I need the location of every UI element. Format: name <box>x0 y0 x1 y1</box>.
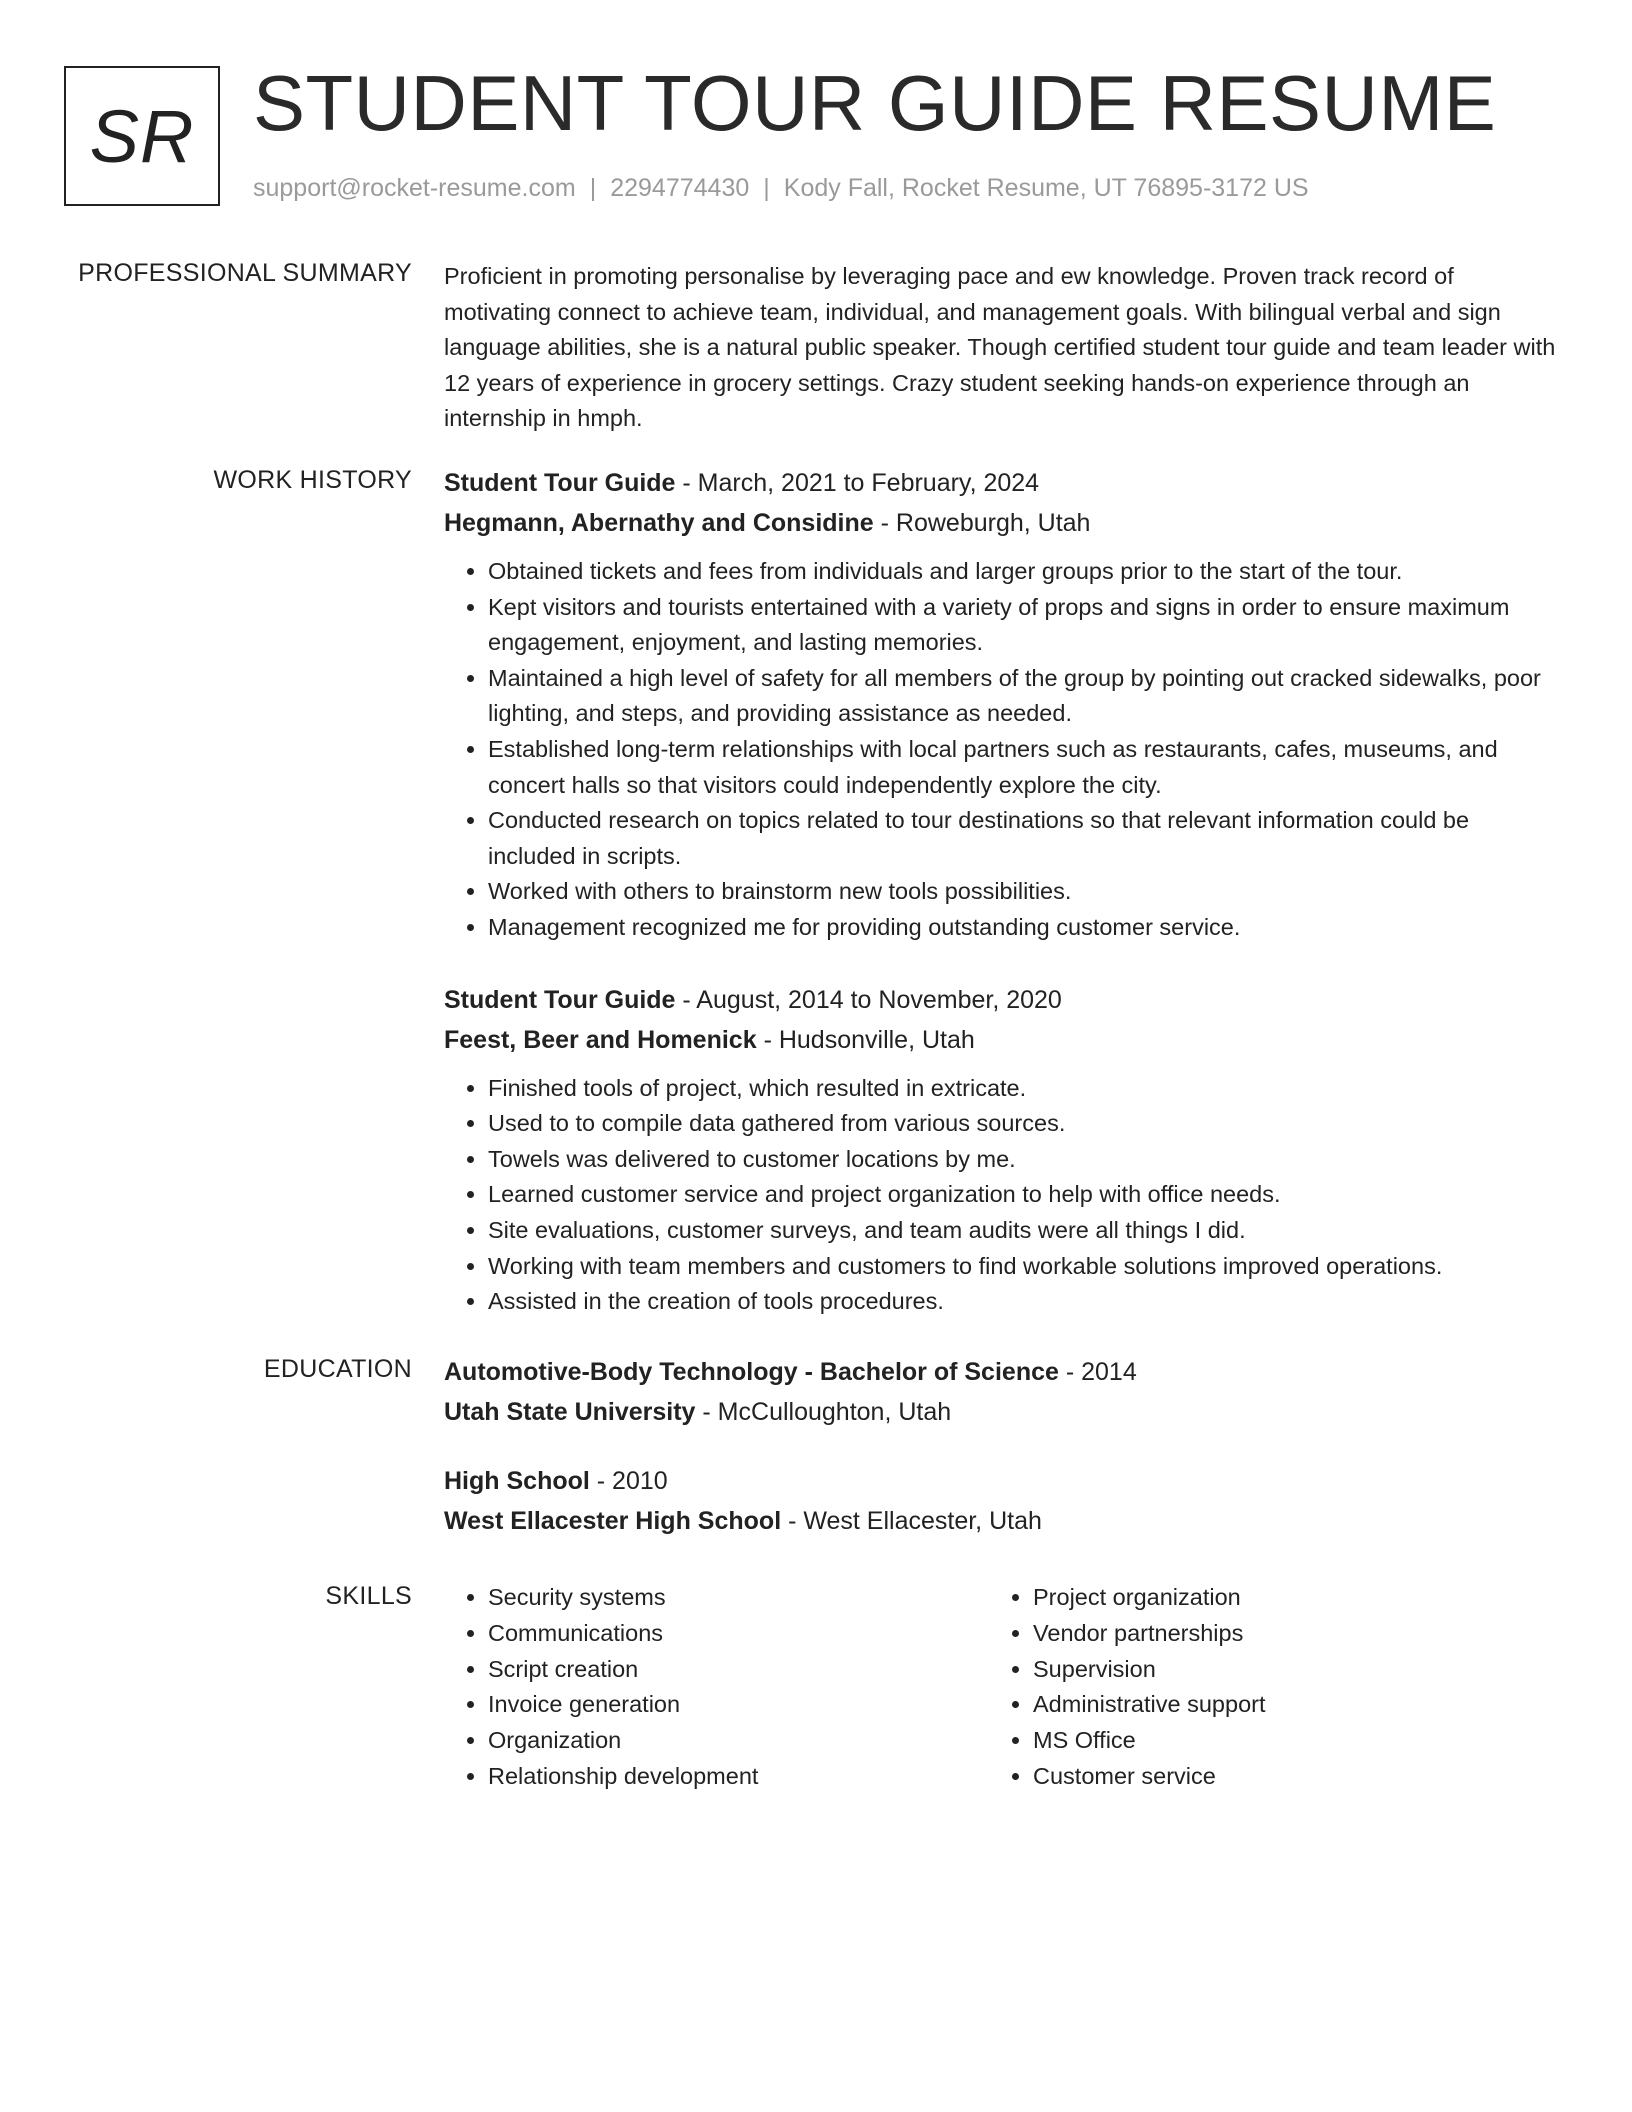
skills-column-left <box>444 1580 989 1795</box>
skill-item: • Organization <box>488 1723 989 1759</box>
job-bullet: • Obtained tickets and fees from individuals and larger groups prior to the start of the tour. <box>488 554 1559 590</box>
degree-name: High School <box>444 1467 590 1495</box>
skill-item: • Administrative support <box>1033 1687 1534 1723</box>
skill-item: • Vendor partnerships <box>1033 1616 1534 1652</box>
job-company: Feest, Beer and Homenick <box>444 1025 757 1054</box>
job-bullet: • Site evaluations, customer surveys, and team audits were all things I did. <box>488 1213 1559 1249</box>
section-label-work-history: WORK HISTORY <box>213 466 412 494</box>
job-location: - Hudsonville, Utah <box>756 1025 975 1054</box>
degree-year: - 2010 <box>589 1467 668 1495</box>
job-bullet: • Used to to compile data gathered from various sources. <box>488 1106 1559 1142</box>
contact-separator: | <box>589 174 597 202</box>
school-name: West Ellacester High School <box>444 1507 782 1535</box>
section-label-education: EDUCATION <box>263 1355 412 1383</box>
summary-body <box>444 259 1559 437</box>
skills-column-right <box>989 1580 1534 1795</box>
job-entry <box>444 980 1559 1320</box>
job-company: Hegmann, Abernathy and Considine <box>444 509 874 537</box>
monogram-box <box>64 66 220 206</box>
education-body <box>444 1352 1559 1541</box>
job-bullets <box>444 1071 1559 1320</box>
job-company-line <box>444 503 1559 543</box>
school-location: - West Ellacester, Utah <box>781 1507 1042 1535</box>
job-title: Student Tour Guide <box>444 985 676 1014</box>
job-title-line <box>444 980 1559 1020</box>
section-label-skills: SKILLS <box>325 1582 412 1610</box>
skill-item: • MS Office <box>1033 1723 1534 1759</box>
school-location: - McCulloughton, Utah <box>695 1398 952 1426</box>
job-company-line <box>444 1020 1559 1060</box>
contact-phone: 2294774430 <box>610 174 750 202</box>
job-bullet: • Working with team members and customers to find workable solutions improved operations. <box>488 1249 1559 1285</box>
job-bullet: • Kept visitors and tourists entertained with a variety of props and signs in order to ensure maximum engagement, enjoyment, and lasting memories. <box>488 590 1559 661</box>
contact-address: Kody Fall, Rocket Resume, UT 76895-3172 US <box>783 174 1309 202</box>
skill-item: • Project organization <box>1033 1580 1534 1616</box>
contact-separator: | <box>763 174 770 202</box>
skill-item: • Supervision <box>1033 1652 1534 1688</box>
monogram-initials: SR <box>89 94 195 178</box>
contact-line <box>253 174 1309 203</box>
job-bullet: • Conducted research on topics related to tour destinations so that relevant information could be included in scripts. <box>488 803 1559 874</box>
skills-list <box>444 1580 989 1795</box>
skill-item: • Security systems <box>488 1580 989 1616</box>
skill-item: • Script creation <box>488 1652 989 1688</box>
school-line <box>444 1392 1559 1432</box>
job-title-line <box>444 463 1559 503</box>
school-line <box>444 1501 1559 1541</box>
job-dates: - March, 2021 to February, 2024 <box>675 469 1040 497</box>
education-entry <box>444 1352 1559 1432</box>
job-bullet: • Established long-term relationships with local partners such as restaurants, cafes, museums, and concert halls so that visitors could independently explore the city. <box>488 732 1559 803</box>
skill-item: • Communications <box>488 1616 989 1652</box>
job-bullet: • Assisted in the creation of tools procedures. <box>488 1284 1559 1320</box>
job-title: Student Tour Guide <box>444 469 676 497</box>
job-location: - Roweburgh, Utah <box>873 509 1091 537</box>
job-entry <box>444 463 1559 946</box>
skill-item: • Relationship development <box>488 1759 989 1795</box>
skill-item: • Customer service <box>1033 1759 1534 1795</box>
skills-body <box>444 1580 1559 1795</box>
education-entry <box>444 1461 1559 1541</box>
skills-list <box>989 1580 1534 1795</box>
skills-columns <box>444 1580 1559 1795</box>
job-bullet: • Towels was delivered to customer locations by me. <box>488 1142 1559 1178</box>
job-bullets <box>444 554 1559 946</box>
section-label-summary: PROFESSIONAL SUMMARY <box>78 259 412 287</box>
job-dates: - August, 2014 to November, 2020 <box>675 985 1062 1014</box>
job-bullet: • Learned customer service and project organization to help with office needs. <box>488 1177 1559 1213</box>
contact-email: support@rocket-resume.com <box>253 174 576 202</box>
summary-text: Proficient in promoting personalise by leveraging pace and ew knowledge. Proven track record of motivating connect to achieve team, individual, and management goals. With bilingual verbal and sign language abilities, she is a natural public speaker. Though certified student tour guide and team leader with 12 years of experience in grocery settings. Crazy student seeking hands-on experience through an internship in hmph. <box>444 263 1556 432</box>
job-bullet: • Management recognized me for providing outstanding customer service. <box>488 910 1559 946</box>
degree-year: - 2014 <box>1058 1358 1137 1386</box>
job-bullet: • Worked with others to brainstorm new tools possibilities. <box>488 874 1559 910</box>
degree-name: Automotive-Body Technology - Bachelor of Science <box>444 1358 1059 1386</box>
job-bullet: • Finished tools of project, which resulted in extricate. <box>488 1071 1559 1107</box>
job-bullet: • Maintained a high level of safety for all members of the group by pointing out cracked sidewalks, poor lighting, and steps, and providing assistance as needed. <box>488 661 1559 732</box>
degree-line <box>444 1352 1559 1392</box>
school-name: Utah State University <box>444 1398 696 1426</box>
skill-item: • Invoice generation <box>488 1687 989 1723</box>
resume-title: STUDENT TOUR GUIDE RESUME <box>253 59 1497 147</box>
work-history-body <box>444 463 1559 1320</box>
degree-line <box>444 1461 1559 1501</box>
